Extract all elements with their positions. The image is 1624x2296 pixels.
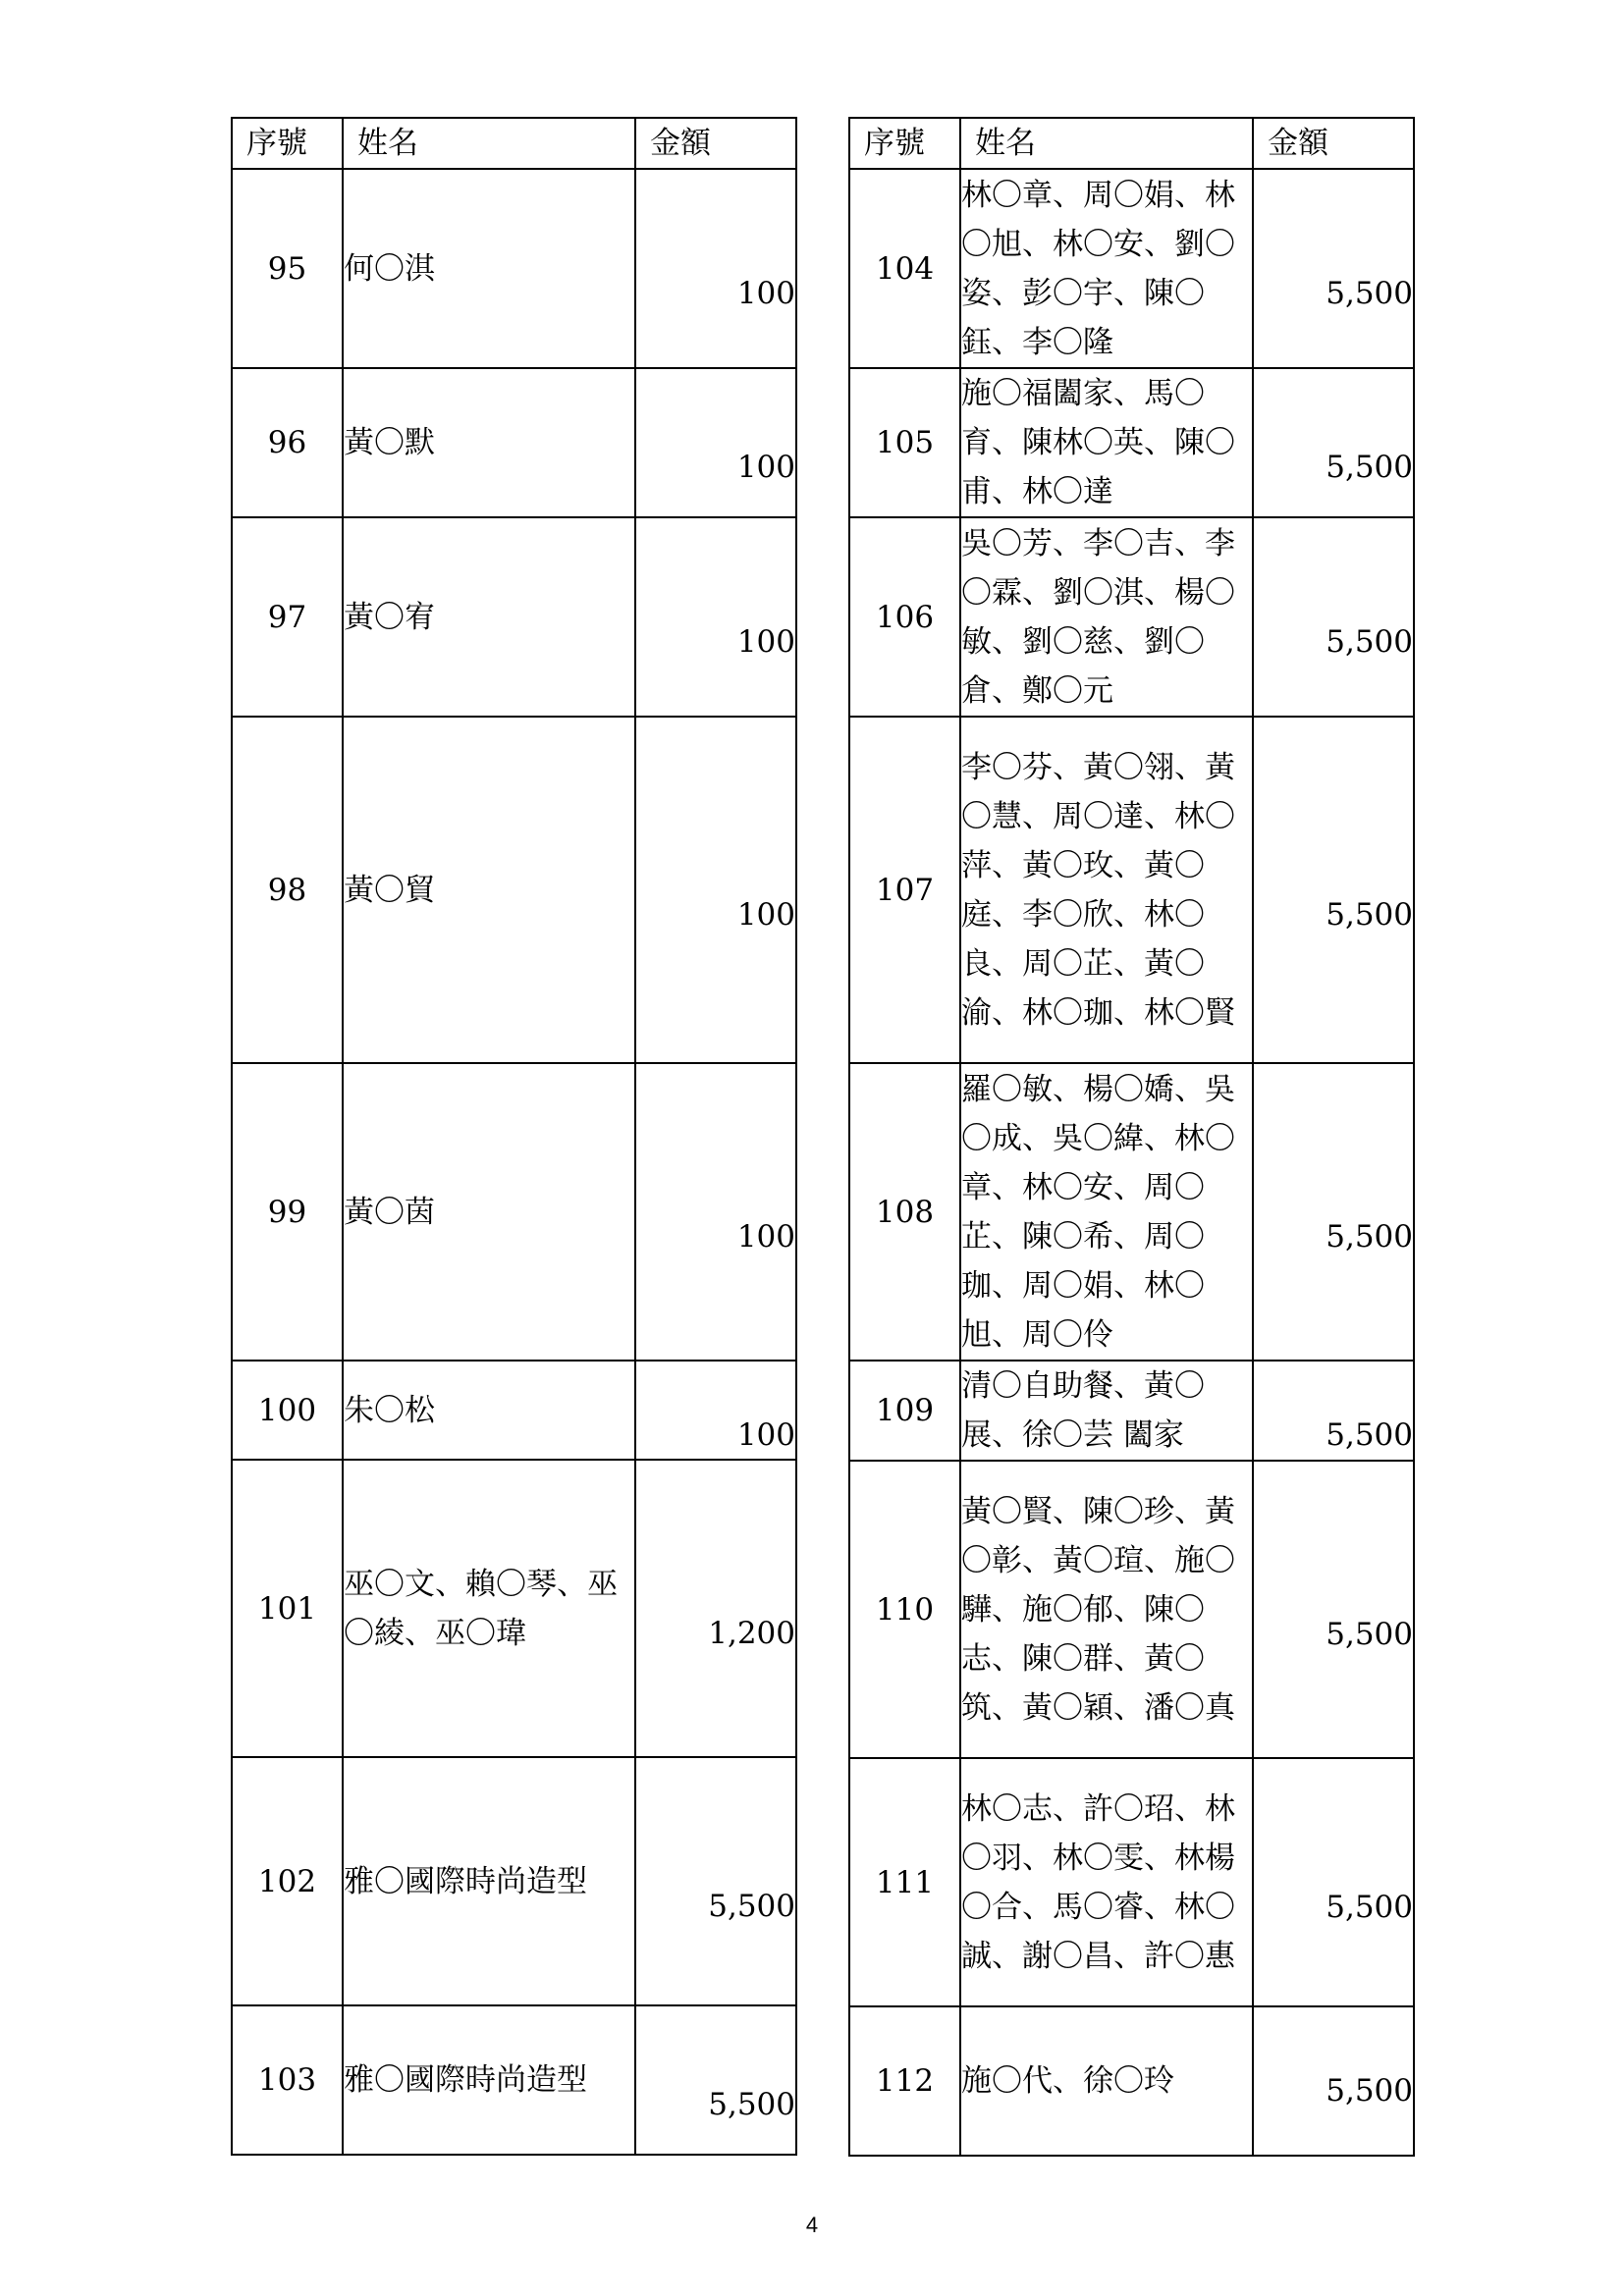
seq-cell: 98 xyxy=(232,717,343,1063)
seq-cell: 106 xyxy=(849,517,960,717)
amount-cell xyxy=(1253,517,1414,717)
table-row xyxy=(849,2006,1414,2156)
table-row xyxy=(232,368,796,517)
name-cell: 雅〇國際時尚造型 xyxy=(343,1757,635,2005)
amount-cell xyxy=(1253,1461,1414,1758)
seq-cell: 105 xyxy=(849,368,960,517)
table-row xyxy=(232,517,796,717)
seq-cell: 97 xyxy=(232,517,343,717)
seq-cell: 95 xyxy=(232,169,343,368)
amount-cell xyxy=(635,717,796,1063)
table-row xyxy=(232,1063,796,1361)
seq-cell: 104 xyxy=(849,169,960,368)
table-header-row xyxy=(849,118,1414,169)
name-cell: 黃〇賢、陳〇珍、黃〇彰、黃〇瑄、施〇驊、施〇郁、陳〇志、陳〇群、黃〇筑、黃〇穎、潘〇真 xyxy=(960,1461,1253,1758)
amount-value: 5,500 xyxy=(708,1888,795,1924)
table-row xyxy=(849,1461,1414,1758)
table-row xyxy=(849,1758,1414,2006)
seq-cell: 107 xyxy=(849,717,960,1063)
amount-cell xyxy=(635,517,796,717)
name-cell: 吳〇芳、李〇吉、李〇霖、劉〇淇、楊〇敏、劉〇慈、劉〇倉、鄭〇元 xyxy=(960,517,1253,717)
amount-cell xyxy=(1253,169,1414,368)
amount-value: 100 xyxy=(736,450,795,485)
amount-value: 5,500 xyxy=(1326,450,1413,485)
table-row xyxy=(849,517,1414,717)
amount-cell xyxy=(635,1361,796,1460)
table-header-row xyxy=(232,118,796,169)
name-cell: 黃〇默 xyxy=(343,368,635,517)
amount-value: 5,500 xyxy=(1326,623,1413,660)
amount-value: 5,500 xyxy=(708,2087,795,2122)
name-cell: 黃〇宥 xyxy=(343,517,635,717)
name-cell: 林〇志、許〇玿、林〇羽、林〇雯、林楊〇合、馬〇睿、林〇誠、謝〇昌、許〇惠 xyxy=(960,1758,1253,2006)
amount-cell xyxy=(635,169,796,368)
table-row xyxy=(232,1361,796,1460)
amount-cell xyxy=(1253,717,1414,1063)
amount-value: 5,500 xyxy=(1326,1218,1413,1255)
amount-cell xyxy=(1253,1361,1414,1461)
amount-cell xyxy=(635,1063,796,1361)
seq-cell: 96 xyxy=(232,368,343,517)
name-cell: 黃〇貿 xyxy=(343,717,635,1063)
name-cell: 李〇芬、黃〇翎、黃〇慧、周〇達、林〇萍、黃〇玫、黃〇庭、李〇欣、林〇良、周〇芷、黃〇渝、林〇珈、林〇賢 xyxy=(960,717,1253,1063)
seq-cell: 100 xyxy=(232,1361,343,1460)
header-name: 姓名 xyxy=(343,118,635,169)
name-cell: 清〇自助餐、黃〇展、徐〇芸 闔家 xyxy=(960,1361,1253,1461)
amount-value: 5,500 xyxy=(1326,1417,1413,1453)
name-cell: 羅〇敏、楊〇嬌、吳〇成、吳〇緯、林〇章、林〇安、周〇芷、陳〇希、周〇珈、周〇娟、林〇旭、周〇伶 xyxy=(960,1063,1253,1361)
seq-cell: 112 xyxy=(849,2006,960,2156)
header-amount: 金額 xyxy=(635,118,796,169)
amount-cell xyxy=(1253,2006,1414,2156)
amount-value: 5,500 xyxy=(1326,2073,1413,2109)
table-row xyxy=(232,1757,796,2005)
amount-cell xyxy=(635,1460,796,1757)
amount-value: 5,500 xyxy=(1326,896,1413,933)
amount-cell xyxy=(1253,1758,1414,2006)
amount-value: 100 xyxy=(736,275,795,311)
table-row xyxy=(849,1063,1414,1361)
amount-cell xyxy=(1253,368,1414,517)
table-row xyxy=(849,169,1414,368)
seq-cell: 111 xyxy=(849,1758,960,2006)
amount-value: 5,500 xyxy=(1326,1889,1413,1925)
name-cell: 林〇章、周〇娟、林〇旭、林〇安、劉〇姿、彭〇宇、陳〇鈺、李〇隆 xyxy=(960,169,1253,368)
name-cell: 黃〇茵 xyxy=(343,1063,635,1361)
amount-value: 5,500 xyxy=(1326,1616,1413,1652)
donor-table-right xyxy=(848,117,1415,2157)
amount-cell xyxy=(635,2005,796,2155)
seq-cell: 108 xyxy=(849,1063,960,1361)
seq-cell: 110 xyxy=(849,1461,960,1758)
name-cell: 巫〇文、賴〇琴、巫〇綾、巫〇瑋 xyxy=(343,1460,635,1757)
header-seq: 序號 xyxy=(849,118,960,169)
table-row xyxy=(232,2005,796,2155)
page-number: 4 xyxy=(805,2213,819,2237)
name-cell: 施〇代、徐〇玲 xyxy=(960,2006,1253,2156)
amount-value: 100 xyxy=(736,623,795,660)
table-row xyxy=(849,368,1414,517)
seq-cell: 109 xyxy=(849,1361,960,1461)
table-row xyxy=(849,717,1414,1063)
amount-value: 100 xyxy=(736,1416,795,1453)
name-cell: 雅〇國際時尚造型 xyxy=(343,2005,635,2155)
table-row xyxy=(232,169,796,368)
table-row xyxy=(232,1460,796,1757)
amount-value: 1,200 xyxy=(708,1615,795,1651)
donor-table-left xyxy=(231,117,797,2156)
table-row xyxy=(232,717,796,1063)
name-cell: 朱〇松 xyxy=(343,1361,635,1460)
header-amount: 金額 xyxy=(1253,118,1414,169)
name-cell: 施〇福闔家、馬〇育、陳林〇英、陳〇甫、林〇達 xyxy=(960,368,1253,517)
amount-cell xyxy=(635,1757,796,2005)
table-row xyxy=(849,1361,1414,1461)
header-seq: 序號 xyxy=(232,118,343,169)
amount-value: 100 xyxy=(736,896,795,933)
seq-cell: 101 xyxy=(232,1460,343,1757)
amount-cell xyxy=(1253,1063,1414,1361)
amount-cell xyxy=(635,368,796,517)
amount-value: 100 xyxy=(736,1218,795,1255)
name-cell: 何〇淇 xyxy=(343,169,635,368)
header-name: 姓名 xyxy=(960,118,1253,169)
seq-cell: 99 xyxy=(232,1063,343,1361)
seq-cell: 103 xyxy=(232,2005,343,2155)
amount-value: 5,500 xyxy=(1326,275,1413,311)
seq-cell: 102 xyxy=(232,1757,343,2005)
